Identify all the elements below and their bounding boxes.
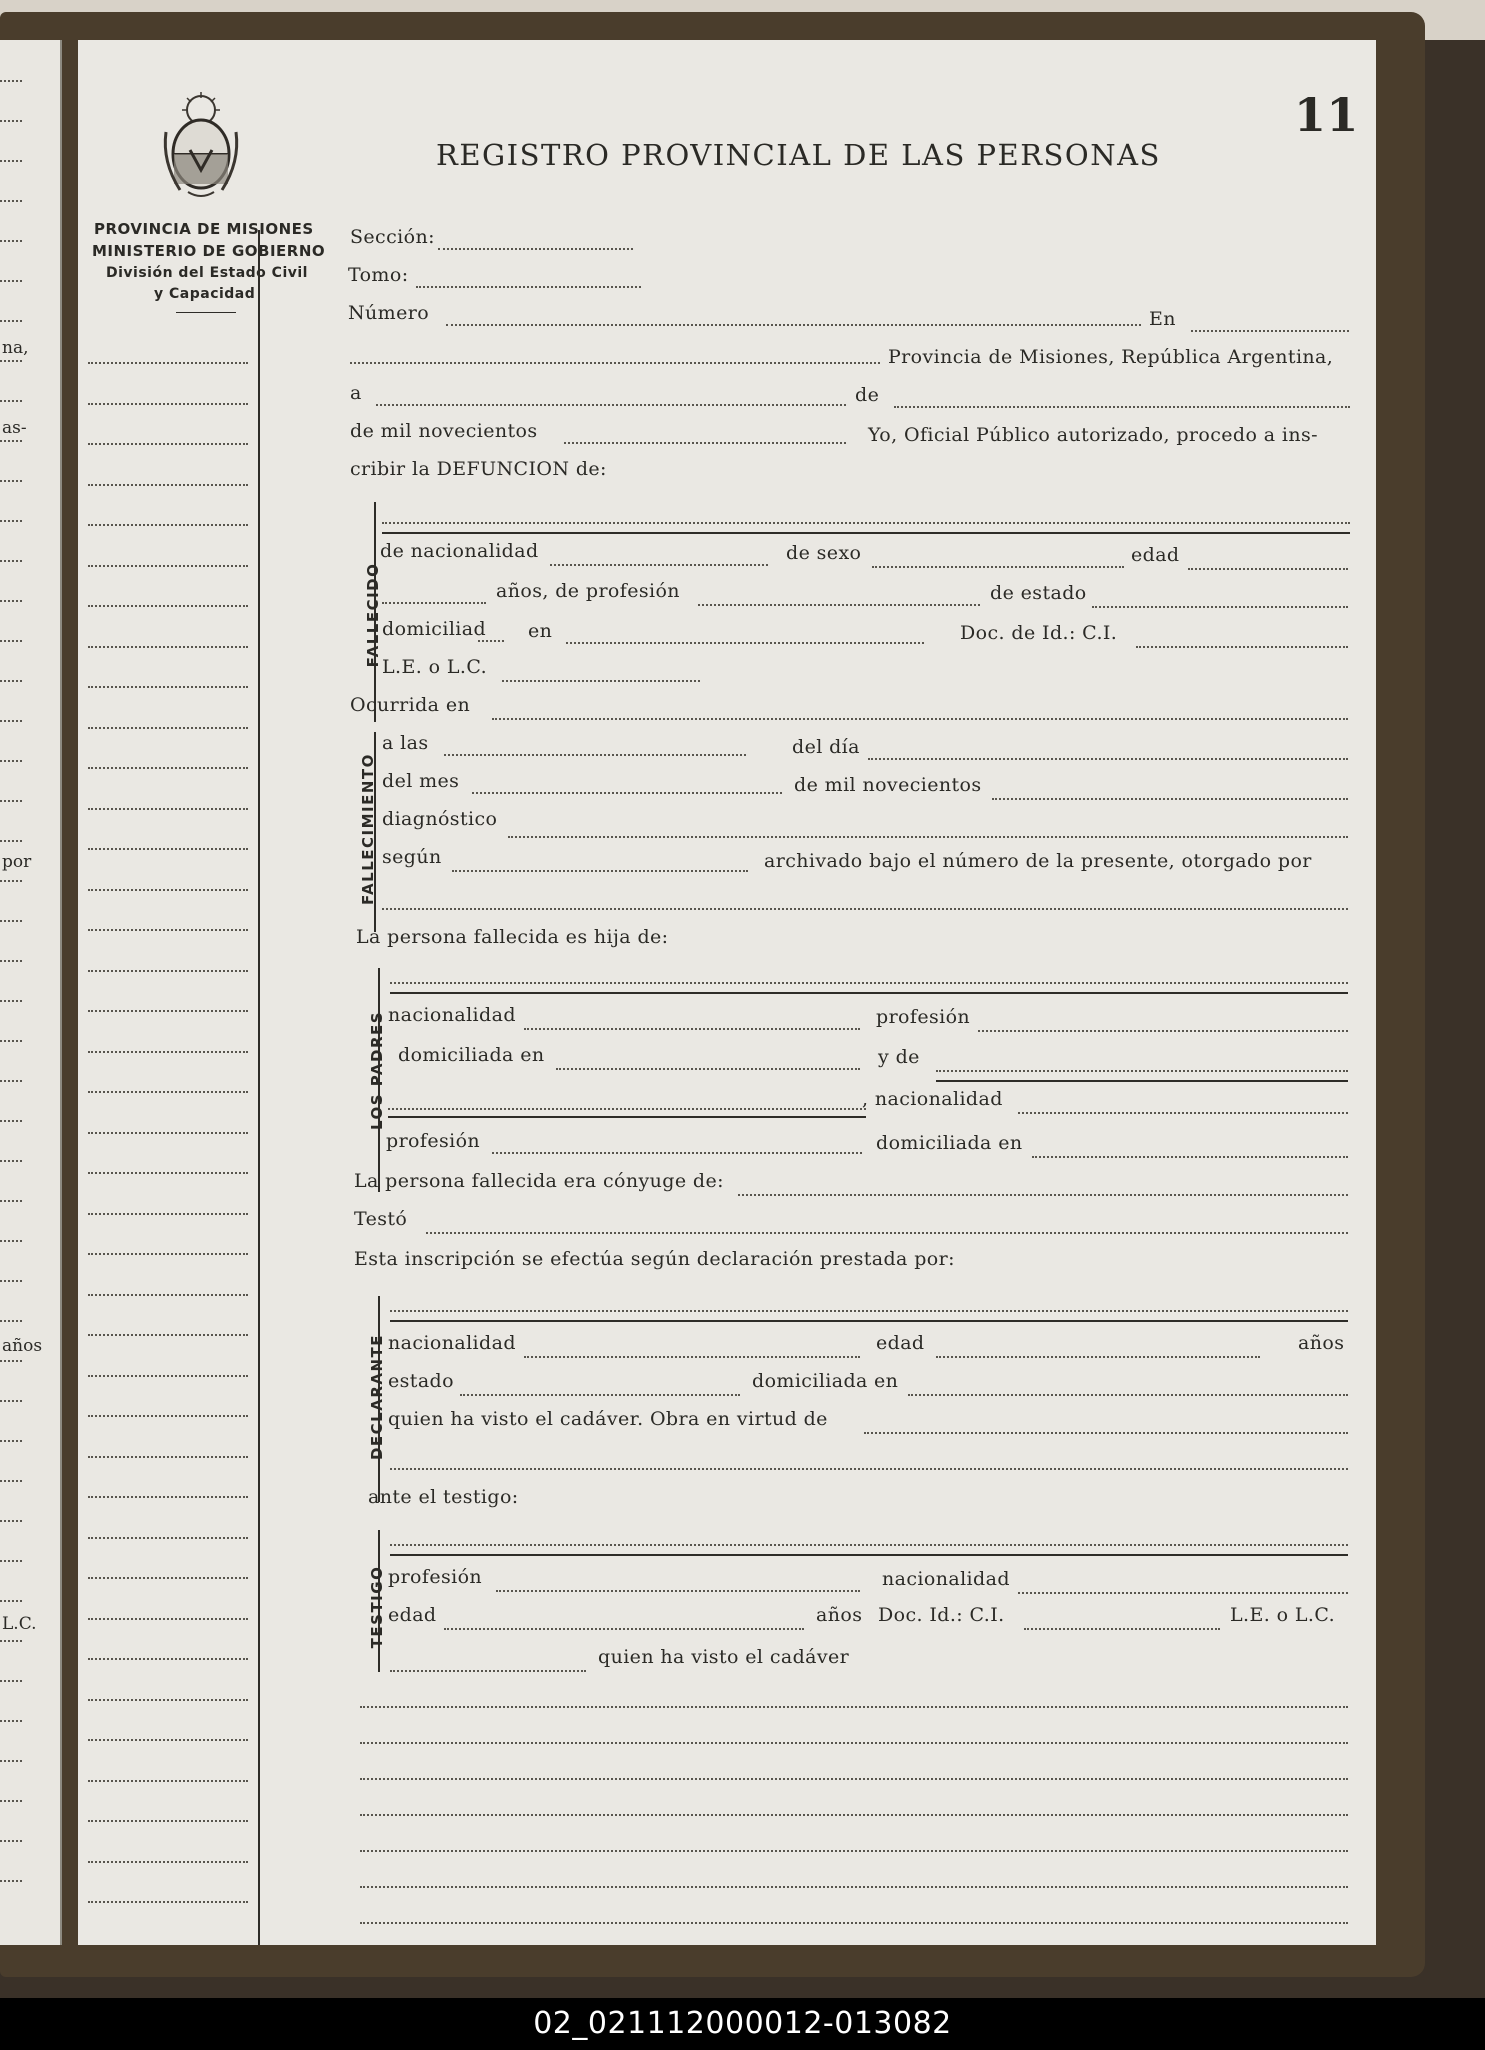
label-edad-declarante: edad: [876, 1332, 925, 1354]
left-page-line: [0, 160, 22, 162]
left-page-line: [0, 1520, 22, 1522]
margin-note-line[interactable]: [88, 1375, 248, 1377]
label-diagnostico: diagnóstico: [382, 808, 498, 830]
field-profesion-testigo[interactable]: [496, 1590, 860, 1592]
left-page-line: [0, 920, 22, 922]
padres-side-label: LOS PADRES: [368, 1010, 386, 1130]
margin-note-line[interactable]: [88, 686, 248, 688]
field-de[interactable]: [894, 406, 1350, 408]
margin-note-line[interactable]: [88, 1456, 248, 1458]
label-anos-declarante: años: [1298, 1332, 1345, 1354]
field-en[interactable]: [1191, 330, 1349, 332]
field-mes[interactable]: [472, 792, 782, 794]
left-margin-mark: as-: [2, 418, 27, 438]
margin-note-line[interactable]: [88, 443, 248, 445]
fallecimiento-side-label: FALLECIMIENTO: [359, 753, 377, 905]
field-profesion-madre[interactable]: [492, 1152, 862, 1154]
left-page-line: [0, 1480, 22, 1482]
left-page-line: [0, 800, 22, 802]
left-page-line: [0, 640, 22, 642]
padres-top-rule: [390, 992, 1348, 994]
label-estado-declarante: estado: [388, 1370, 454, 1392]
left-margin-mark: na,: [2, 338, 29, 358]
label-de-mil: de mil novecientos: [350, 420, 538, 442]
left-margin-mark: años: [2, 1336, 43, 1356]
left-page-line: [0, 1680, 22, 1682]
field-segun[interactable]: [452, 870, 748, 872]
field-domicilio-madre[interactable]: [1032, 1156, 1348, 1158]
label-declaracion: Esta inscripción se efectúa según declaración prestada por:: [354, 1248, 955, 1270]
left-page-line: [0, 1000, 22, 1002]
label-domiciliad: domiciliad: [382, 618, 487, 640]
margin-note-line[interactable]: [88, 970, 248, 972]
field-estado-fallecido[interactable]: [1092, 606, 1348, 608]
left-page-line: [0, 600, 22, 602]
left-page-line: [0, 120, 22, 122]
field-tomo[interactable]: [416, 286, 641, 288]
left-page-line: [0, 840, 22, 842]
label-del-dia: del día: [792, 736, 860, 758]
left-page-line: [0, 480, 22, 482]
label-conyuge: La persona fallecida era cónyuge de:: [354, 1170, 724, 1192]
margin-note-line[interactable]: [88, 1901, 248, 1903]
label-en-declarante: en: [874, 1370, 899, 1392]
margin-note-line[interactable]: [88, 808, 248, 810]
margin-note-line[interactable]: [88, 929, 248, 931]
left-page-line: [0, 1720, 22, 1722]
testigo-top-rule: [390, 1554, 1348, 1556]
margin-note-line[interactable]: [88, 727, 248, 729]
field-madre-nombre[interactable]: [936, 1070, 1348, 1072]
page-number: 11: [1294, 88, 1359, 142]
left-page-line: [0, 560, 22, 562]
label-le-lc-testigo: L.E. o L.C.: [1230, 1604, 1336, 1626]
label-yo-oficial: Yo, Oficial Público autorizado, procedo a ins-: [868, 424, 1318, 446]
left-page-line: [0, 1080, 22, 1082]
left-page-line: [0, 1760, 22, 1762]
label-sexo: de sexo: [786, 542, 862, 564]
observation-line[interactable]: [360, 1778, 1348, 1780]
label-archivado: archivado bajo el número de la presente, otorgado por: [764, 850, 1312, 872]
label-nacionalidad-declarante: nacionalidad: [388, 1332, 516, 1354]
label-de-mil-novecientos: de mil novecientos: [794, 774, 982, 796]
margin-note-line[interactable]: [88, 848, 248, 850]
label-anos-profesion: años, de profesión: [496, 580, 680, 602]
margin-note-line[interactable]: [88, 1213, 248, 1215]
field-madre-nombre-cont[interactable]: [388, 1108, 866, 1110]
margin-note-line[interactable]: [88, 767, 248, 769]
agency-province: PROVINCIA DE MISIONES: [94, 220, 314, 238]
label-profesion-padre: profesión: [876, 1006, 971, 1028]
margin-note-line[interactable]: [88, 1861, 248, 1863]
register-page: [78, 40, 1376, 1945]
left-margin-mark: L.C.: [2, 1614, 37, 1634]
left-page-line: [0, 1280, 22, 1282]
field-seccion[interactable]: [438, 248, 633, 250]
field-testo[interactable]: [426, 1232, 1348, 1234]
page-title: REGISTRO PROVINCIAL DE LAS PERSONAS: [436, 138, 1161, 172]
coat-of-arms-icon: [160, 92, 242, 202]
left-page-line: [0, 320, 22, 322]
margin-note-line[interactable]: [88, 362, 248, 364]
field-le-lc-fallecido[interactable]: [502, 680, 700, 682]
margin-note-line[interactable]: [88, 1051, 248, 1053]
left-page-line: [0, 1600, 22, 1602]
observation-line[interactable]: [360, 1850, 1348, 1852]
field-diagnostico[interactable]: [508, 836, 1348, 838]
margin-note-line[interactable]: [88, 646, 248, 648]
observation-line[interactable]: [360, 1886, 1348, 1888]
label-nacionalidad-testigo: nacionalidad: [882, 1568, 1010, 1590]
observation-line[interactable]: [360, 1814, 1348, 1816]
margin-note-line[interactable]: [88, 1294, 248, 1296]
madre-rule: [936, 1080, 1348, 1082]
label-anos-testigo: años: [816, 1604, 863, 1626]
left-page-line: [0, 1160, 22, 1162]
field-ano[interactable]: [564, 442, 846, 444]
left-page-line: [0, 720, 22, 722]
label-nacionalidad-fallecido: de nacionalidad: [380, 540, 539, 562]
left-page-line: [0, 80, 22, 82]
label-domiciliada-declarante: domiciliada: [752, 1370, 868, 1392]
label-segun: según: [382, 846, 442, 868]
left-page-line: [0, 1880, 22, 1882]
left-page-line: [0, 1840, 22, 1842]
field-declarante-extra[interactable]: [390, 1468, 1348, 1470]
label-numero: Número: [348, 302, 430, 324]
label-ocurrida-en: Ocurrida en: [350, 694, 471, 716]
declarante-top-rule: [390, 1320, 1348, 1322]
field-estado-declarante[interactable]: [460, 1394, 740, 1396]
label-estado: de estado: [990, 582, 1087, 604]
field-edad-fallecido[interactable]: [1188, 568, 1348, 570]
field-lugar[interactable]: [350, 362, 880, 364]
left-page-line: [0, 960, 22, 962]
label-quien-ha-visto-declarante: quien ha visto el cadáver. Obra en virtud de: [388, 1408, 828, 1430]
fallecido-side-label: FALLECIDO: [364, 562, 382, 668]
left-page-line: [0, 1200, 22, 1202]
left-page-line: [0, 1560, 22, 1562]
left-page-line: [0, 1440, 22, 1442]
agency-division: División del Estado Civil: [106, 265, 308, 281]
label-quien-ha-visto-testigo: quien ha visto el cadáver: [598, 1646, 850, 1668]
margin-note-line[interactable]: [88, 1132, 248, 1134]
label-en-fallecido: en: [528, 620, 553, 642]
margin-note-line[interactable]: [88, 1253, 248, 1255]
left-margin-mark: por: [2, 852, 32, 872]
field-nacionalidad-fallecido[interactable]: [550, 564, 768, 566]
field-nacionalidad-declarante[interactable]: [524, 1356, 860, 1358]
label-a-las: a las: [382, 732, 429, 754]
margin-note-line[interactable]: [88, 1820, 248, 1822]
label-en: En: [1149, 308, 1176, 330]
field-testigo-extra[interactable]: [390, 1670, 586, 1672]
label-domiciliada-en-padre: domiciliada en: [398, 1044, 545, 1066]
field-numero[interactable]: [446, 324, 1141, 326]
label-cribir: cribir la DEFUNCION de:: [350, 458, 607, 480]
field-testigo-nombre[interactable]: [390, 1544, 1348, 1546]
left-page-line: [0, 1240, 22, 1242]
field-sexo[interactable]: [872, 566, 1124, 568]
margin-note-line[interactable]: [88, 1415, 248, 1417]
label-testo: Testó: [354, 1208, 408, 1230]
madre-cont-rule: [388, 1116, 866, 1118]
margin-note-line[interactable]: [88, 605, 248, 607]
label-edad-testigo: edad: [388, 1604, 437, 1626]
margin-note-line[interactable]: [88, 1334, 248, 1336]
label-de: de: [855, 384, 880, 406]
margin-note-line[interactable]: [88, 1537, 248, 1539]
left-page-line: [0, 520, 22, 522]
margin-note-line[interactable]: [88, 565, 248, 567]
left-page-line: [0, 280, 22, 282]
margin-note-line[interactable]: [88, 484, 248, 486]
observation-line[interactable]: [360, 1742, 1348, 1744]
margin-note-line[interactable]: [88, 1739, 248, 1741]
field-profesion-padre[interactable]: [978, 1030, 1348, 1032]
label-edad-fallecido: edad: [1131, 544, 1180, 566]
observation-line[interactable]: [360, 1706, 1348, 1708]
left-page-line: [0, 1640, 22, 1642]
left-page-line: [0, 440, 22, 442]
label-nacionalidad-padre: nacionalidad: [388, 1004, 516, 1026]
field-domicilio-fallecido[interactable]: [566, 642, 924, 644]
left-page-line: [0, 1800, 22, 1802]
left-page-line: [0, 360, 22, 362]
left-page-line: [0, 240, 22, 242]
left-page-edge: [0, 40, 62, 1945]
agency-underline: [176, 312, 236, 313]
left-page-line: [0, 680, 22, 682]
label-seccion: Sección:: [350, 226, 435, 248]
label-profesion-testigo: profesión: [388, 1566, 483, 1588]
field-ci-testigo[interactable]: [1024, 1628, 1220, 1630]
label-hija-de: La persona fallecida es hija de:: [356, 926, 669, 948]
field-domicilio-padre[interactable]: [556, 1068, 860, 1070]
margin-note-line[interactable]: [88, 889, 248, 891]
margin-note-line[interactable]: [88, 1577, 248, 1579]
field-conyuge[interactable]: [738, 1194, 1348, 1196]
label-tomo: Tomo:: [348, 264, 409, 286]
left-page-line: [0, 200, 22, 202]
image-id: 02_021112000012-013082: [533, 2006, 952, 2041]
field-domicilio-declarante[interactable]: [908, 1394, 1348, 1396]
field-anos-fallecido[interactable]: [382, 602, 486, 604]
field-hora[interactable]: [444, 754, 746, 756]
left-page-line: [0, 760, 22, 762]
margin-note-line[interactable]: [88, 1091, 248, 1093]
field-nacionalidad-padre[interactable]: [524, 1028, 860, 1030]
label-provincia: Provincia de Misiones, República Argentina,: [888, 346, 1334, 368]
agency-capacity: y Capacidad: [154, 286, 256, 302]
field-declarante-nombre[interactable]: [390, 1310, 1348, 1312]
field-otorgado-por[interactable]: [382, 908, 1348, 910]
field-ano-fallecimiento[interactable]: [992, 798, 1348, 800]
field-edad-declarante[interactable]: [936, 1356, 1260, 1358]
margin-note-line[interactable]: [88, 1780, 248, 1782]
field-dia[interactable]: [868, 758, 1348, 760]
label-profesion-madre: profesión: [386, 1130, 481, 1152]
fallecido-top-rule: [382, 532, 1350, 534]
field-obra-en-virtud[interactable]: [864, 1432, 1348, 1434]
field-profesion-fallecido[interactable]: [698, 604, 980, 606]
label-ante-testigo: ante el testigo:: [368, 1486, 519, 1508]
field-padre-nombre[interactable]: [390, 982, 1348, 984]
field-edad-testigo[interactable]: [444, 1628, 804, 1630]
field-ci-fallecido[interactable]: [1136, 646, 1348, 648]
field-nacionalidad-testigo[interactable]: [1018, 1592, 1348, 1594]
image-caption-bar: [0, 1998, 1485, 2050]
margin-note-line[interactable]: [88, 524, 248, 526]
field-ocurrida-en[interactable]: [492, 718, 1348, 720]
margin-note-line[interactable]: [88, 1658, 248, 1660]
label-nacionalidad-madre: , nacionalidad: [862, 1088, 1003, 1110]
label-le-lc: L.E. o L.C.: [382, 656, 488, 678]
declarante-side-label: DECLARANTE: [368, 1333, 386, 1461]
left-page-line: [0, 1360, 22, 1362]
label-a: a: [350, 382, 362, 404]
left-page-line: [0, 1120, 22, 1122]
margin-note-line[interactable]: [88, 1618, 248, 1620]
agency-ministry: MINISTERIO DE GOBIERNO: [92, 242, 326, 260]
label-doc-id-testigo: Doc. Id.: C.I.: [878, 1604, 1005, 1626]
label-del-mes: del mes: [382, 770, 460, 792]
left-page-line: [0, 1320, 22, 1322]
main-vertical-rule: [258, 230, 260, 1945]
field-a[interactable]: [376, 404, 846, 406]
left-page-line: [0, 1040, 22, 1042]
margin-note-line[interactable]: [88, 1010, 248, 1012]
left-page-line: [0, 400, 22, 402]
margin-note-line[interactable]: [88, 1699, 248, 1701]
observation-line[interactable]: [360, 1922, 1348, 1924]
label-doc-id: Doc. de Id.: C.I.: [960, 622, 1118, 644]
left-page-line: [0, 880, 22, 882]
field-nombre-fallecido[interactable]: [382, 522, 1350, 524]
margin-note-line[interactable]: [88, 1172, 248, 1174]
margin-note-line[interactable]: [88, 403, 248, 405]
label-y-de: y de: [878, 1046, 920, 1068]
margin-note-line[interactable]: [88, 1496, 248, 1498]
testigo-side-label: TESTIGO: [368, 1565, 386, 1649]
left-page-line: [0, 1400, 22, 1402]
field-nacionalidad-madre[interactable]: [1018, 1112, 1348, 1114]
field-domiciliad-suffix[interactable]: [478, 640, 504, 642]
label-domiciliada-en-madre: domiciliada en: [876, 1132, 1023, 1154]
